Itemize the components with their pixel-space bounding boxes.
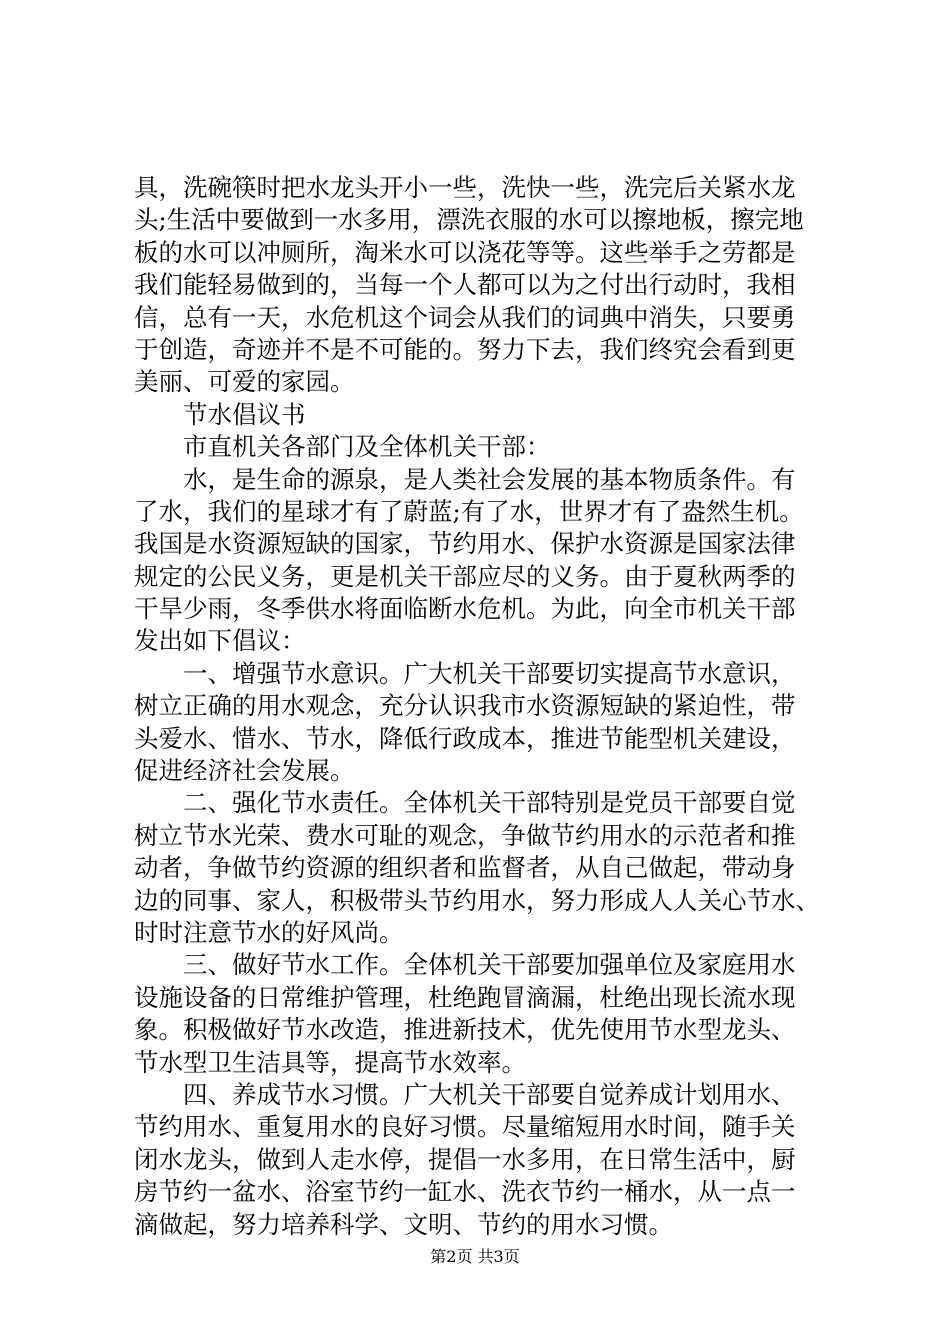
text-line: 市直机关各部门及全体机关干部： [134,432,551,462]
text-line: 美丽、可爱的家园。 [134,367,355,397]
document-body [134,172,834,1241]
text-line: 了水，我们的星球才有了蔚蓝;有了水，世界才有了盎然生机。 [134,496,804,526]
text-line: 干旱少雨，冬季供水将面临断水危机。为此，向全市机关干部 [134,594,796,624]
text-line: 头;生活中要做到一水多用，漂洗衣服的水可以擦地板，擦完地 [134,205,804,235]
text-line: 象。积极做好节水改造，推进新技术，优先使用节水型龙头、 [134,1015,796,1045]
text-line: 发出如下倡议： [134,626,306,656]
page-number-footer: 第2页 共3页 [430,1247,520,1266]
text-line: 我国是水资源短缺的国家，节约用水、保护水资源是国家法律 [134,529,796,559]
text-line: 树立正确的用水观念，充分认识我市水资源短缺的紧迫性，带 [134,691,796,721]
text-line: 头爱水、惜水、节水，降低行政成本，推进节能型机关建设， [134,723,796,753]
text-line: 板的水可以冲厕所，淘米水可以浇花等等。这些举手之劳都是 [134,237,796,267]
text-line: 树立节水光荣、费水可耻的观念，争做节约用水的示范者和推 [134,820,796,850]
text-line: 节约用水、重复用水的良好习惯。尽量缩短用水时间，随手关 [134,1112,796,1142]
text-line: 水，是生命的源泉，是人类社会发展的基本物质条件。有 [134,464,796,494]
text-line: 具，洗碗筷时把水龙头开小一些，洗快一些，洗完后关紧水龙 [134,173,796,202]
text-line: 信，总有一天，水危机这个词会从我们的词典中消失，只要勇 [134,302,796,332]
text-line: 滴做起，努力培养科学、文明、节约的用水习惯。 [134,1209,673,1239]
text-line: 于创造，奇迹并不是不可能的。努力下去，我们终究会看到更 [134,334,796,364]
text-line: 时时注意节水的好风尚。 [134,917,404,947]
text-line: 四、养成节水习惯。广大机关干部要自觉养成计划用水、 [134,1079,796,1109]
text-line: 房节约一盆水、浴室节约一缸水、洗衣节约一桶水，从一点一 [134,1177,796,1207]
text-line: 边的同事、家人，积极带头节约用水，努力形成人人关心节水、 [134,885,820,915]
text-line: 节水型卫生洁具等，提高节水效率。 [134,1047,526,1077]
text-line: 设施设备的日常维护管理，杜绝跑冒滴漏，杜绝出现长流水现 [134,982,796,1012]
text-line: 一、增强节水意识。广大机关干部要切实提高节水意识， [134,658,796,688]
text-line: 规定的公民义务，更是机关干部应尽的义务。由于夏秋两季的 [134,561,796,591]
text-line: 促进经济社会发展。 [134,756,355,786]
text-line: 闭水龙头，做到人走水停，提倡一水多用，在日常生活中，厨 [134,1144,796,1174]
text-line: 我们能轻易做到的，当每一个人都可以为之付出行动时，我相 [134,270,796,300]
text-line: 动者，争做节约资源的组织者和监督者，从自己做起，带动身 [134,853,796,883]
text-line: 三、做好节水工作。全体机关干部要加强单位及家庭用水 [134,950,796,980]
text-line: 节水倡议书 [134,399,306,429]
text-line: 二、强化节水责任。全体机关干部特别是党员干部要自觉 [134,788,796,818]
